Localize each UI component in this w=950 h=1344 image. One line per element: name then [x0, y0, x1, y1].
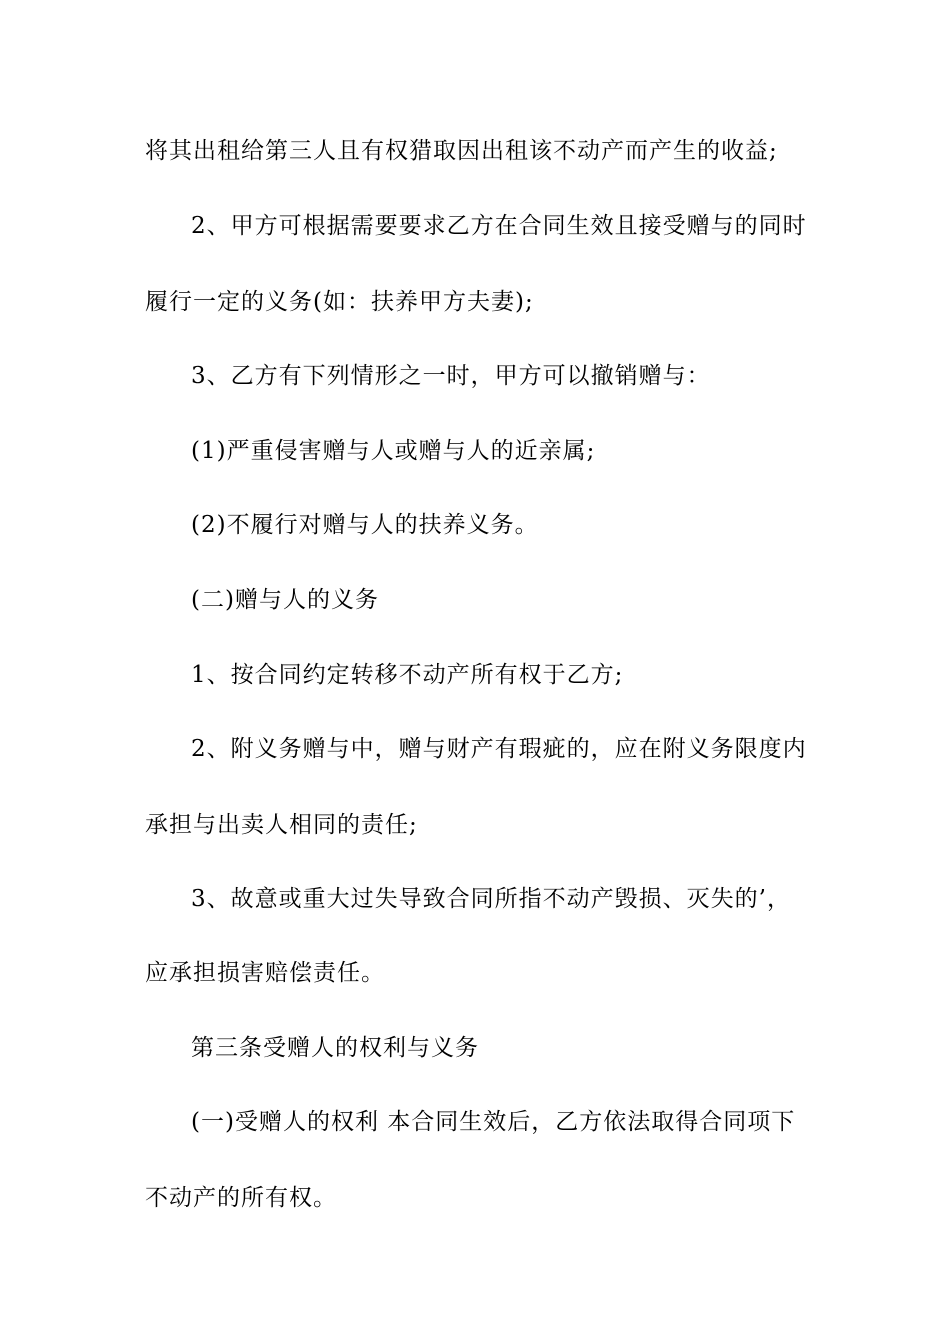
text-line: 履行一定的义务(如：扶养甲方夫妻); [145, 289, 534, 315]
text-line: 2、甲方可根据需要要求乙方在合同生效且接受赠与的同时 [191, 213, 807, 239]
text-line: (一)受赠人的权利 本合同生效后，乙方依法取得合同项下 [191, 1109, 796, 1135]
text-line: 3、乙方有下列情形之一时，甲方可以撤销赠与： [191, 363, 711, 389]
text-line: 3、故意或重大过失导致合同所指不动产毁损、灭失的’， [191, 886, 791, 912]
text-line: 将其出租给第三人且有权猎取因出租该不动产而产生的收益; [145, 138, 778, 164]
text-line: 不动产的所有权。 [145, 1185, 337, 1211]
section-heading: (二)赠与人的义务 [191, 587, 379, 613]
text-line: (2)不履行对赠与人的扶养义务。 [191, 512, 539, 538]
text-line: 2、附义务赠与中，赠与财产有瑕疵的，应在附义务限度内 [191, 736, 807, 762]
text-line: 应承担损害赔偿责任。 [145, 960, 385, 986]
article-heading: 第三条受赠人的权利与义务 [191, 1035, 479, 1061]
text-line: 1、按合同约定转移不动产所有权于乙方; [191, 662, 624, 688]
text-line: (1)严重侵害赠与人或赠与人的近亲属; [191, 438, 596, 464]
text-line: 承担与出卖人相同的责任; [145, 812, 418, 838]
